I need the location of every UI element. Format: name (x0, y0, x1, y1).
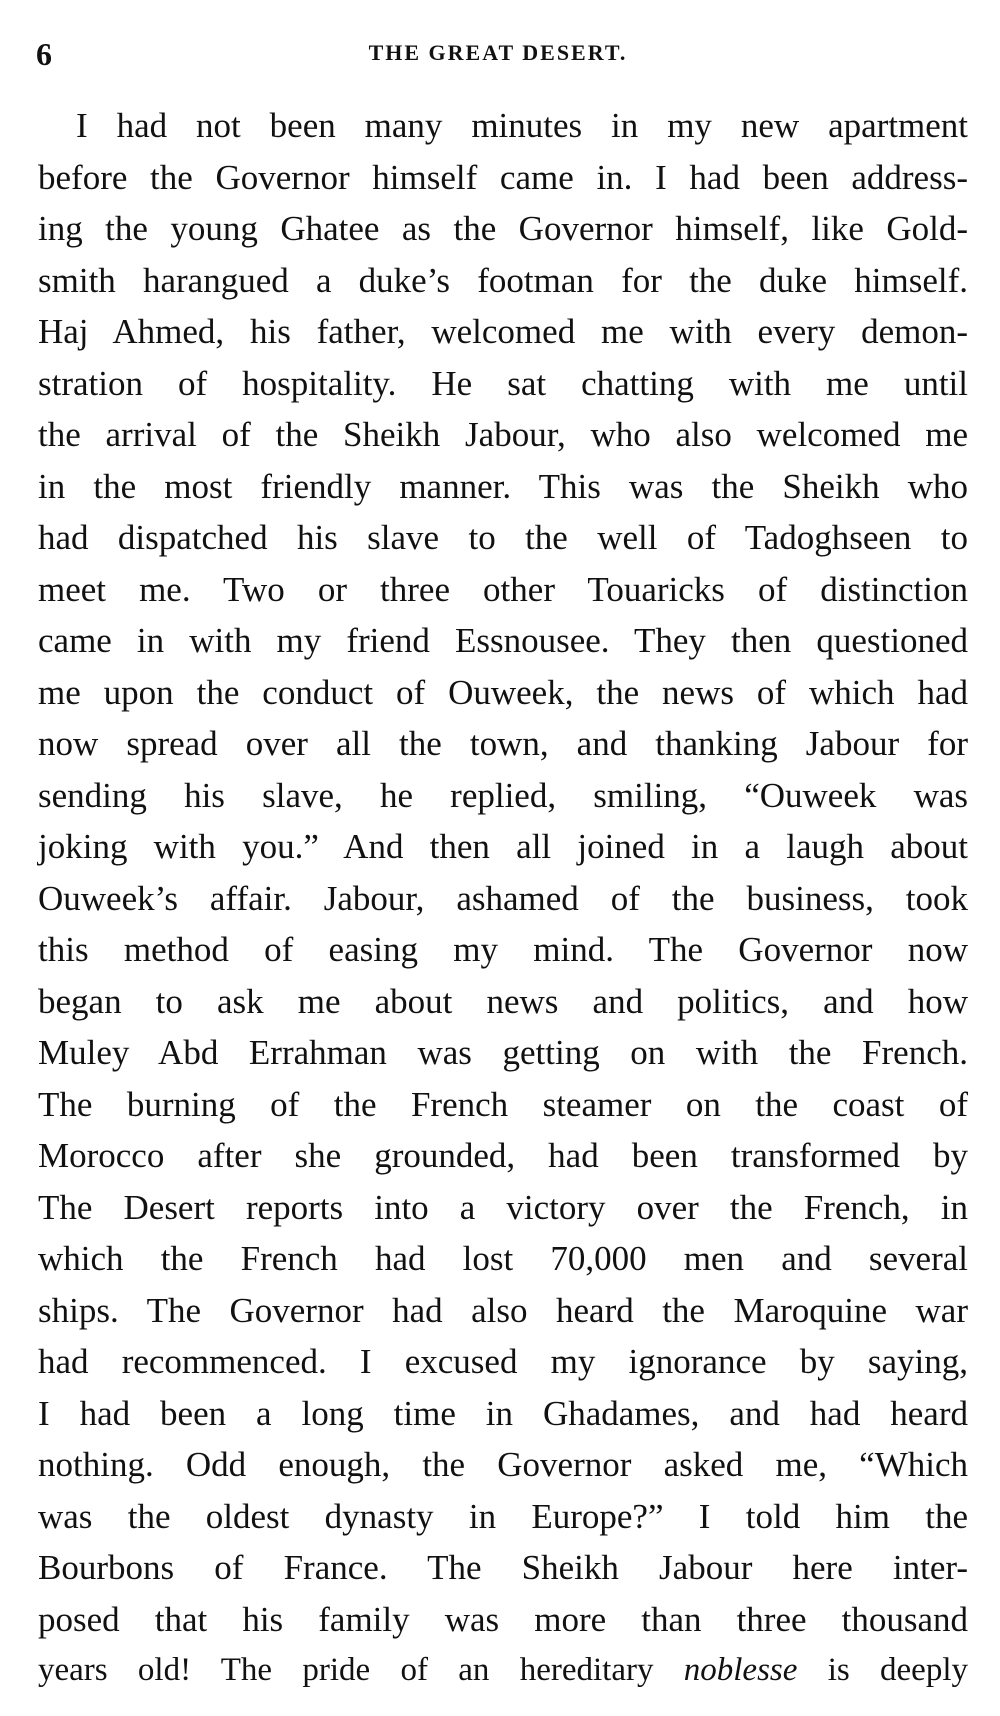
page-number: 6 (36, 36, 52, 72)
text-line: nothing. Odd enough, the Governor asked me, “Which (38, 1445, 968, 1484)
running-head (36, 36, 960, 70)
text-line: came in with my friend Essnousee. They then questioned (38, 621, 968, 660)
text-line: in the most friendly manner. This was the Sheikh who (38, 466, 968, 506)
text-line: stration of hospitality. He sat chatting with me until (38, 363, 968, 403)
text-line: me upon the conduct of Ouweek, the news of which had (38, 672, 968, 712)
text-line-last (38, 1645, 968, 1697)
text-line: which the French had lost 70,000 men and several (38, 1239, 968, 1278)
text-line: before the Governor himself came in. I had been address- (38, 157, 968, 197)
text-line: had recommenced. I excused my ignorance by saying, (38, 1342, 968, 1381)
text-line: sending his slave, he replied, smiling, “Ouweek was (38, 775, 968, 815)
text-line: ing the young Ghatee as the Governor himself, like Gold- (38, 209, 968, 248)
text-line: Ouweek’s affair. Jabour, ashamed of the business, took (38, 878, 968, 918)
text-line: this method of easing my mind. The Governor now (38, 930, 968, 969)
text-line: the arrival of the Sheikh Jabour, who also welcomed me (38, 415, 968, 454)
text-line: ships. The Governor had also heard the Maroquine war (38, 1290, 968, 1330)
body-paragraph (38, 100, 968, 1697)
text-line: I had not been many minutes in my new apartment (76, 106, 968, 145)
text-line: began to ask me about news and politics, and how (38, 981, 968, 1021)
text-line: was the oldest dynasty in Europe?” I told him the (38, 1496, 968, 1536)
text-line: Muley Abd Errahman was getting on with the French. (38, 1033, 968, 1072)
text-line: had dispatched his slave to the well of Tadoghseen to (38, 518, 968, 557)
text-line: I had been a long time in Ghadames, and had heard (38, 1393, 968, 1433)
text-line: now spread over all the town, and thanking Jabour for (38, 724, 968, 763)
text-line: Haj Ahmed, his father, welcomed me with every demon- (38, 312, 968, 351)
last-line-end: is deeply (827, 1652, 968, 1688)
text-line: smith harangued a duke’s footman for the duke himself. (38, 260, 968, 300)
text-line: Morocco after she grounded, had been transformed by (38, 1136, 968, 1175)
running-title: THE GREAT DESERT. (368, 40, 628, 65)
text-line: Bourbons of France. The Sheikh Jabour here inter- (38, 1548, 968, 1587)
text-line: meet me. Two or three other Touaricks of distinction (38, 569, 968, 609)
text-line: joking with you.” And then all joined in a laugh about (38, 827, 968, 866)
text-line: posed that his family was more than three thousand (38, 1599, 968, 1639)
text-line: The burning of the French steamer on the coast of (38, 1084, 968, 1124)
text-line: The Desert reports into a victory over the French, in (38, 1187, 968, 1227)
italic-word: noblesse (683, 1652, 798, 1688)
last-line-start: years old! The pride of an hereditary (38, 1652, 654, 1688)
